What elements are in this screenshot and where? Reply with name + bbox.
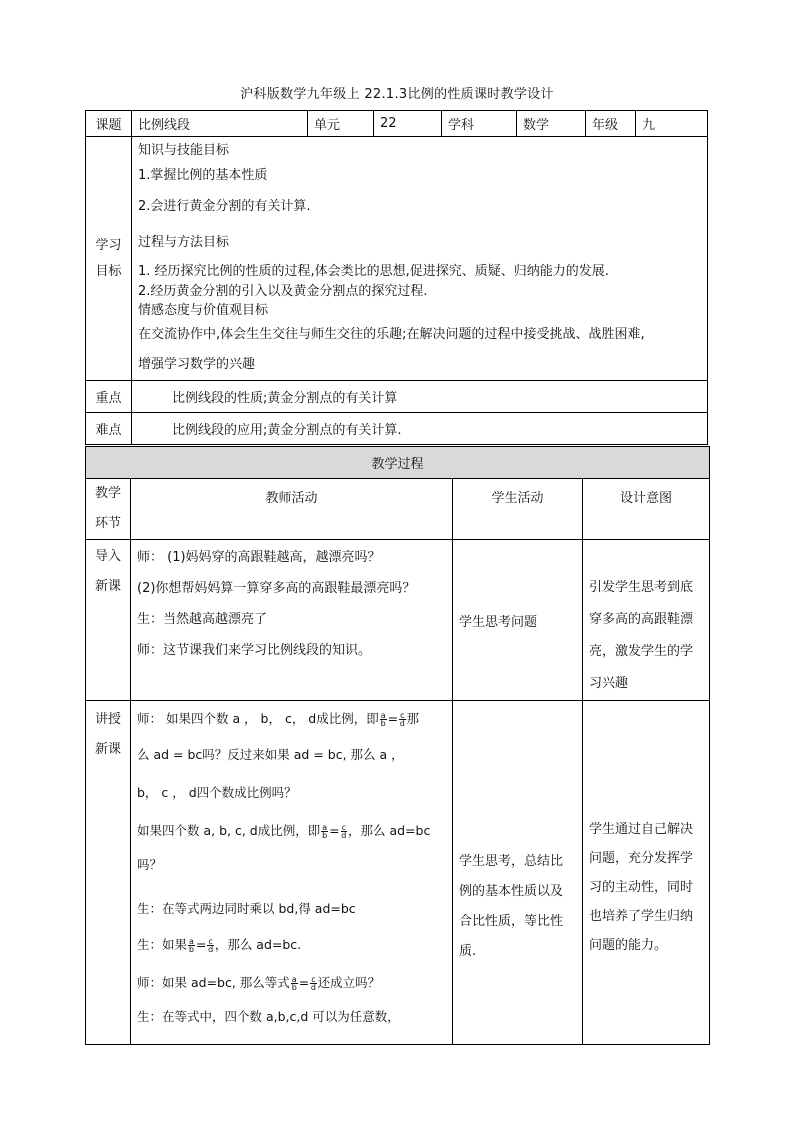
grade-value: 九 (636, 111, 708, 137)
subject-label: 学科 (442, 111, 517, 137)
key-text: 比例线段的性质;黄金分割点的有关计算 (132, 381, 708, 413)
difficulty-label: 难点 (86, 413, 132, 445)
fraction-a-b: $\frac{a}{b}$ (291, 975, 297, 992)
key-label: 重点 (86, 381, 132, 413)
goal-line: 2.经历黄金分割的引入以及黄金分割点的探究过程. (138, 284, 428, 299)
dialogue-line: 么 ad = bc吗？反过来如果 ad = bc, 那么 a ， (137, 747, 404, 762)
fraction-c-d: $\frac{c}{d}$ (208, 937, 214, 954)
goal-line: 过程与方法目标 (138, 235, 230, 250)
teacher-column-header: 教师活动 (131, 479, 453, 540)
intent-column-header: 设计意图 (583, 479, 710, 540)
lesson-info-table (85, 110, 708, 445)
fraction-a-b: $\frac{a}{b}$ (322, 823, 328, 840)
student-column-header: 学生活动 (453, 479, 583, 540)
lecture-design-intent: 学生通过自己解决 问题，充分发挥学 习的主动性，同时 也培养了学生归纳 问题的能力。 (583, 701, 710, 1045)
goals-label: 学习 目标 (86, 137, 132, 381)
intro-teacher-activity (131, 540, 453, 701)
goals-content (132, 137, 708, 381)
fraction-a-b: $\frac{a}{b}$ (380, 711, 386, 728)
topic-value: 比例线段 (132, 111, 308, 137)
dialogue-line: 师： (1)妈妈穿的高跟鞋越高，越漂亮吗？ (137, 550, 381, 565)
lecture-teacher-activity (131, 701, 453, 1045)
dialogue-line: 吗？ (137, 857, 163, 872)
teaching-process-table (85, 446, 710, 1045)
intro-design-intent: 引发学生思考到底 穿多高的高跟鞋漂 亮，激发学生的学 习兴趣 (583, 540, 710, 701)
unit-value: 22 (374, 111, 442, 137)
fraction-c-d: $\frac{c}{d}$ (399, 711, 405, 728)
goal-line: 增强学习数学的兴趣 (138, 357, 256, 372)
grade-label: 年级 (586, 111, 636, 137)
lecture-stage: 讲授 新课 (86, 701, 131, 1045)
intro-stage: 导入 新课 (86, 540, 131, 701)
goal-line: 2.会进行黄金分割的有关计算. (138, 199, 311, 214)
goal-line: 情感态度与价值观目标 (138, 303, 269, 318)
unit-label: 单元 (308, 111, 374, 137)
goal-line: 1.掌握比例的基本性质 (138, 168, 268, 183)
dialogue-line: (2)你想帮妈妈算一算穿多高的高跟鞋最漂亮吗？ (137, 581, 416, 596)
dialogue-line: 师：这节课我们来学习比例线段的知识。 (137, 643, 372, 658)
fraction-c-d: $\frac{c}{d}$ (310, 975, 316, 992)
goal-line: 在交流协作中,体会生生交往与师生交往的乐趣;在解决问题的过程中接受挑战、战胜困难, (138, 327, 645, 342)
fraction-c-d: $\frac{c}{d}$ (341, 823, 347, 840)
dialogue-line: 生：在等式中，四个数 a,b,c,d 可以为任意数， (137, 1009, 400, 1024)
goal-line: 1. 经历探究比例的性质的过程,体会类比的思想,促进探究、质疑、归纳能力的发展. (138, 264, 609, 279)
dialogue-line: 师：如果 ad=bc, 那么等式 $\frac{a}{b}$ = $\frac{c}{d}$ 还成立吗？ (137, 975, 381, 992)
document-title: 沪科版数学九年级上 22.1.3比例的性质课时教学设计 (240, 87, 554, 102)
dialogue-line: 如果四个数 a, b, c, d成比例，即 $\frac{a}{b}$ = $\frac{c}{d}$ ，那么 ad=bc (137, 823, 431, 840)
dialogue-line: 生：在等式两边同时乘以 bd,得 ad=bc (137, 901, 356, 916)
stage-column-header: 教学 环节 (86, 479, 131, 540)
dialogue-line: 师： 如果四个数 a ， b， c， d成比例，即 $\frac{a}{b}$ = $\frac{c}{d}$ 那 (137, 711, 420, 728)
process-header: 教学过程 (86, 447, 710, 479)
dialogue-line: 生：如果 $\frac{a}{b}$ = $\frac{c}{d}$ ，那么 ad=bc. (137, 937, 302, 954)
subject-value: 数学 (517, 111, 586, 137)
intro-student-activity: 学生思考问题 (453, 540, 583, 701)
dialogue-line: 生：当然越高越漂亮了 (137, 612, 268, 627)
lecture-student-activity: 学生思考，总结比 例的基本性质以及 合比性质，等比性 质. (453, 701, 583, 1045)
fraction-a-b: $\frac{a}{b}$ (188, 937, 194, 954)
topic-label: 课题 (86, 111, 132, 137)
goal-line: 知识与技能目标 (138, 143, 230, 158)
dialogue-line: b， c ， d四个数成比例吗？ (137, 785, 297, 800)
difficulty-text: 比例线段的应用;黄金分割点的有关计算. (132, 413, 708, 445)
